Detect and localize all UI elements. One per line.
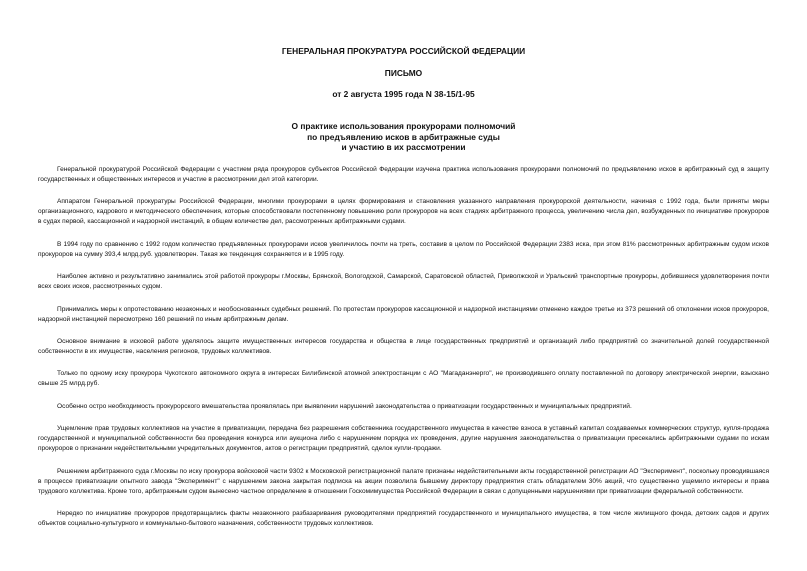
body-paragraph: В 1994 году по сравнению с 1992 годом количество предъявленных прокурорами исков увеличилось почти на треть, составив в целом по Российской Федерации 2383 иска, при этом 81% рассмотренных арбитражным судом исков прокуроров на сумму 393,4 млрд.руб. удовлетворен. Такая же тенденция сохраняется и в 1995 году. — [38, 240, 769, 258]
body-paragraph: Принимались меры к опротестованию незаконных и необоснованных судебных решений. По протестам прокуроров кассационной и надзорной инстанциями отменено каждое третье из 373 решений об отклонении исков прокуроров, надзорной инстанцией пересмотрено 160 решений по иным арбитражным делам. — [38, 305, 769, 323]
body-paragraph: Наиболее активно и результативно занимались этой работой прокуроры г.Москвы, Брянской, Вологодской, Самарской, Саратовской областей, Приволжской и Уральский транспортные прокуроры, добившиеся удовлетворения почти всех своих исков, рассмотренных судом. — [38, 273, 769, 291]
organization-heading: ГЕНЕРАЛЬНАЯ ПРОКУРАТУРА РОССИЙСКОЙ ФЕДЕРАЦИИ — [281, 46, 526, 56]
body-paragraph: Аппаратом Генеральной прокуратуры Российской Федерации, многими прокурорами в целях формирования и становления указанного направления прокурорской деятельности, начиная с 1992 года, были приняты меры организационного, кадрового и методического обеспечения, которые способствовали постепенному повышению роли прокуроров на всех стадиях арбитражного процесса, увеличению числа дел, возбужденных по инициативе прокуроров в судах первой, кассационной и надзорной инстанций, в общем количестве дел, рассмотренных арбитражными судами. — [38, 198, 769, 226]
date-number-line: от 2 августа 1995 года N 38-15/1-95 — [332, 89, 475, 99]
title-line: по предъявлению исков в арбитражные суды — [307, 131, 500, 142]
body-paragraph: Генеральной прокуратурой Российской Федерации с участием ряда прокуроров субъектов Российской Федерации изучена практика использования прокурорами полномочий по предъявлению исков в арбитражный суд в защиту государственных и общественных интересов и участие в рассмотрении дел этой категории. — [38, 166, 769, 183]
title-line: и участию в их рассмотрении — [341, 142, 466, 153]
document-body — [38, 165, 769, 541]
body-paragraph: Решением арбитражного суда г.Москвы по иску прокурора войсковой части 9302 к Московской регистрационной палате признаны недействительными акты государственной регистрации АО "Эксперимент", поскольку проводившаяся в процессе приватизации опытного завода "Эксперимент" с нарушением закона закрытая подписка на акции позволила бывшему директору предприятия стать обладателем 30% акций, что существенно ущемило интересы и права трудового коллектива. Кроме того, арбитражным судом вынесено частное определение в отношении Госкомимущества Российской Федерации в связи с допущенными нарушениями при приватизации федеральной собственности. — [38, 467, 769, 495]
body-paragraph: Ущемление прав трудовых коллективов на участие в приватизации, передача без разрешения собственника государственного имущества в качестве взноса в уставный капитал создаваемых коммерческих структур, купля-продажа государственной и муниципальной собственности без проведения конкурса или аукциона либо с нарушением порядка их проведения, другие нарушения законодательства о приватизации пресекались арбитражными судами по искам прокуроров о признании недействительными учредительных документов, актов о регистрации предприятий, сделок купли-продажи. — [38, 425, 769, 453]
title-line: О практике использования прокурорами полномочий — [291, 121, 516, 131]
document-type-heading: ПИСЬМО — [384, 68, 423, 78]
body-paragraph: Только по одному иску прокурора Чукотского автономного округа в интересах Билибинской атомной электростанции с АО "Магаданэнерго", не производившего оплату поставленной по договору электрической энергии, взыскано свыше 25 млрд.руб. — [38, 370, 769, 388]
document-title — [0, 121, 807, 153]
body-paragraph: Особенно остро необходимость прокурорского вмешательства проявлялась при выявлении нарушений законодательства о приватизации государственных и муниципальных предприятий. — [57, 402, 632, 410]
body-paragraph: Основное внимание в исковой работе уделялось защите имущественных интересов государства и общества в лице государственных предприятий и организаций либо предприятий со значительной долей государственной собственности в их имуществе, населения регионов, трудовых коллективов. — [38, 337, 769, 355]
body-paragraph: Нередко по инициативе прокуроров предотвращались факты незаконного разбазаривания руководителями предприятий государственного и муниципального имущества, в том числе жилищного фонда, детских садов и других объектов социально-культурного и коммунально-бытового назначения, собственности трудовых коллективов. — [38, 509, 769, 527]
